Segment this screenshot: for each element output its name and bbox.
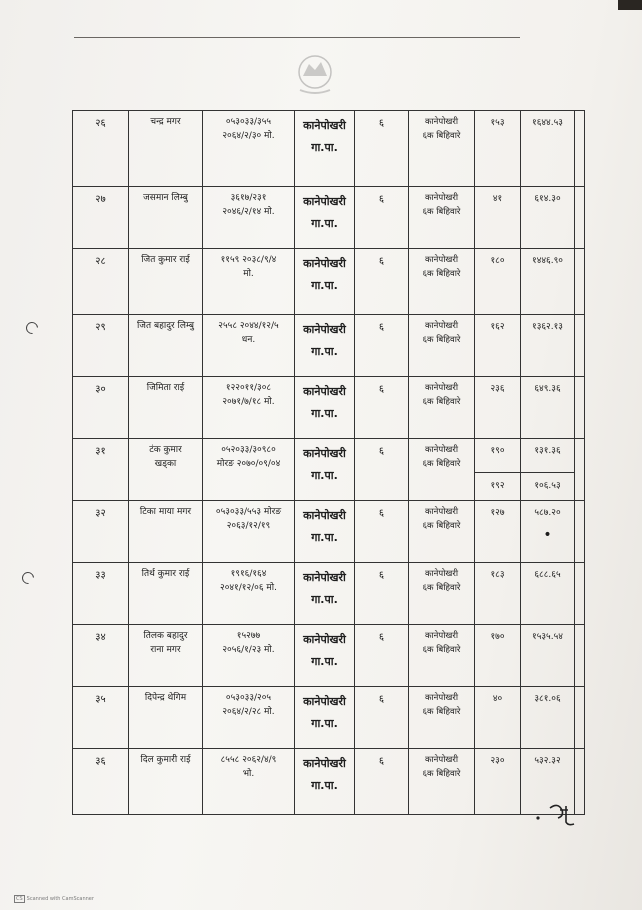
ward-number: ६: [355, 625, 409, 687]
registration-info: २५५८ २०४४/१२/५ धन.: [203, 315, 295, 377]
table-row: [73, 563, 585, 625]
municipality: कानेपोखरी गा.पा.: [295, 315, 355, 377]
empty-cell: [575, 111, 585, 187]
municipality: कानेपोखरी गा.पा.: [295, 625, 355, 687]
place: कानेपोखरी ६क बिहिवारे: [409, 625, 475, 687]
ward-number: ६: [355, 749, 409, 815]
ward-number: ६: [355, 687, 409, 749]
serial-number: २८: [73, 249, 129, 315]
amount: १३१.३६ १०६.५३: [521, 439, 575, 501]
person-name: चन्द्र मगर: [129, 111, 203, 187]
ward-number: ६: [355, 111, 409, 187]
amount: ६४९.३६: [521, 377, 575, 439]
amount: १४४६.९०: [521, 249, 575, 315]
amount: ५८७.२० •: [521, 501, 575, 563]
table-row: [73, 111, 585, 187]
place: कानेपोखरी ६क बिहिवारे: [409, 249, 475, 315]
place: कानेपोखरी ६क बिहिवारे: [409, 187, 475, 249]
ink-dot: •: [543, 527, 552, 543]
municipality: कानेपोखरी गा.पा.: [295, 187, 355, 249]
serial-number: ३१: [73, 439, 129, 501]
serial-number: २९: [73, 315, 129, 377]
camscanner-badge-icon: CS: [16, 896, 23, 902]
beneficiary-table: [72, 110, 585, 815]
empty-cell: [575, 187, 585, 249]
municipality: कानेपोखरी गा.पा.: [295, 563, 355, 625]
registration-info: ०५२०३३/३०९८० मोरङ २०७०/०९/०४: [203, 439, 295, 501]
header-rule: [74, 37, 520, 38]
empty-cell: [575, 439, 585, 501]
quantity: १७०: [475, 625, 521, 687]
table-row: [73, 187, 585, 249]
ward-number: ६: [355, 315, 409, 377]
amount: १५३५.५४: [521, 625, 575, 687]
place: कानेपोखरी ६क बिहिवारे: [409, 377, 475, 439]
punch-hole-icon: [24, 320, 41, 337]
quantity: २३६: [475, 377, 521, 439]
empty-cell: [575, 625, 585, 687]
quantity: १२७: [475, 501, 521, 563]
municipality: कानेपोखरी गा.पा.: [295, 377, 355, 439]
handwritten-signature-mark: [532, 798, 582, 828]
table-row: [73, 315, 585, 377]
quantity: २३०: [475, 749, 521, 815]
person-name: जित बहादुर लिम्बु: [129, 315, 203, 377]
municipality: कानेपोखरी गा.पा.: [295, 501, 355, 563]
amount: ३८१.०६: [521, 687, 575, 749]
ward-number: ६: [355, 501, 409, 563]
registration-info: ८५५८ २०६२/४/९ भो.: [203, 749, 295, 815]
person-name: जसमान लिम्बु: [129, 187, 203, 249]
quantity: १६२: [475, 315, 521, 377]
registration-info: ०५३०३३/३५५ २०६४/२/३० मो.: [203, 111, 295, 187]
place: कानेपोखरी ६क बिहिवारे: [409, 563, 475, 625]
empty-cell: [575, 377, 585, 439]
municipality: कानेपोखरी गा.पा.: [295, 249, 355, 315]
government-emblem-watermark: [292, 50, 338, 100]
person-name: टंक कुमार खड्का: [129, 439, 203, 501]
punch-hole-icon: [20, 570, 37, 587]
quantity: ४१: [475, 187, 521, 249]
quantity-extra: १९२: [475, 472, 520, 491]
person-name: तिलक बहादुर राना मगर: [129, 625, 203, 687]
municipality: कानेपोखरी गा.पा.: [295, 111, 355, 187]
person-name: दिल कुमारी राई: [129, 749, 203, 815]
table-row: [73, 439, 585, 501]
registration-info: ०५३०३३/५५३ मोरङ २०६३/१२/१९: [203, 501, 295, 563]
scan-edge: [618, 0, 642, 10]
quantity: १८०: [475, 249, 521, 315]
person-name: दिपेन्द्र थेगिम: [129, 687, 203, 749]
serial-number: २६: [73, 111, 129, 187]
person-name: तिर्थ कुमार राई: [129, 563, 203, 625]
municipality: कानेपोखरी गा.पा.: [295, 749, 355, 815]
table-row: [73, 501, 585, 563]
table-row: [73, 249, 585, 315]
amount: ६८८.६५: [521, 563, 575, 625]
place: कानेपोखरी ६क बिहिवारे: [409, 501, 475, 563]
municipality: कानेपोखरी गा.पा.: [295, 687, 355, 749]
serial-number: ३२: [73, 501, 129, 563]
amount: ६१४.३०: [521, 187, 575, 249]
empty-cell: [575, 687, 585, 749]
amount: १३६२.१३: [521, 315, 575, 377]
registration-info: ११५९ २०३८/९/४ मो.: [203, 249, 295, 315]
quantity: १५३: [475, 111, 521, 187]
amount-extra: १०६.५३: [521, 472, 574, 491]
registration-info: ३६१७/२३१ २०४६/२/१४ मो.: [203, 187, 295, 249]
registration-info: १९१६/१६४ २०४१/१२/०६ मो.: [203, 563, 295, 625]
ward-number: ६: [355, 563, 409, 625]
quantity: १९० १९२: [475, 439, 521, 501]
place: कानेपोखरी ६क बिहिवारे: [409, 315, 475, 377]
registration-info: १२२०११/३०८ २०७१/७/१८ मो.: [203, 377, 295, 439]
serial-number: ३६: [73, 749, 129, 815]
table-row: [73, 625, 585, 687]
table-row: [73, 687, 585, 749]
ward-number: ६: [355, 439, 409, 501]
serial-number: ३०: [73, 377, 129, 439]
serial-number: ३५: [73, 687, 129, 749]
registration-info: ०५३०३३/२०५ २०६४/२/२८ मो.: [203, 687, 295, 749]
empty-cell: [575, 315, 585, 377]
table-row: [73, 377, 585, 439]
ward-number: ६: [355, 377, 409, 439]
quantity: १८३: [475, 563, 521, 625]
person-name: जित कुमार राई: [129, 249, 203, 315]
municipality: कानेपोखरी गा.पा.: [295, 439, 355, 501]
ward-number: ६: [355, 187, 409, 249]
empty-cell: [575, 249, 585, 315]
place: कानेपोखरी ६क बिहिवारे: [409, 749, 475, 815]
registration-info: १५२७७ २०५६/१/२३ मो.: [203, 625, 295, 687]
person-name: जिमिता राई: [129, 377, 203, 439]
serial-number: ३४: [73, 625, 129, 687]
person-name: टिका माया मगर: [129, 501, 203, 563]
serial-number: ३३: [73, 563, 129, 625]
place: कानेपोखरी ६क बिहिवारे: [409, 687, 475, 749]
scanner-footer: [14, 895, 94, 903]
quantity: ४०: [475, 687, 521, 749]
ward-number: ६: [355, 249, 409, 315]
amount: ५३२.३२: [521, 749, 575, 815]
serial-number: २७: [73, 187, 129, 249]
table-row: [73, 749, 585, 815]
amount: १६४४.५३: [521, 111, 575, 187]
empty-cell: [575, 501, 585, 563]
scanner-footer-text: Scanned with CamScanner: [26, 896, 94, 902]
place: कानेपोखरी ६क बिहिवारे: [409, 111, 475, 187]
empty-cell: [575, 563, 585, 625]
place: कानेपोखरी ६क बिहिवारे: [409, 439, 475, 501]
